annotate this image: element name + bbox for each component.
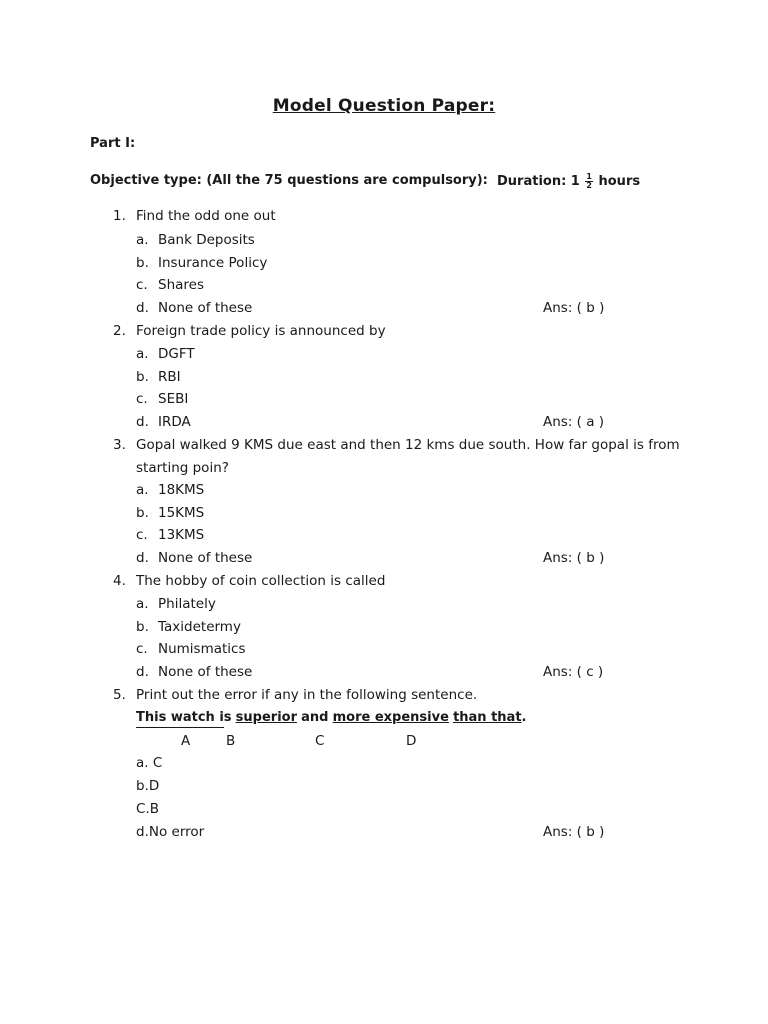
question-number: 4. [113, 573, 126, 589]
marker-c: C [315, 733, 325, 749]
sentence-part: This watch is [136, 710, 232, 725]
objective-heading: Objective type: (All the 75 questions are compulsory): [90, 173, 488, 188]
option-text: None of these [158, 300, 253, 316]
option-text: Philately [158, 596, 216, 612]
question-number: 2. [113, 323, 126, 339]
option-label: d. [136, 300, 149, 316]
question-number: 1. [113, 208, 126, 224]
question-text: The hobby of coin collection is called [136, 573, 386, 589]
option-label: c. [136, 527, 148, 543]
answer-label: Ans: ( b ) [543, 300, 605, 316]
option-label: b. [136, 505, 149, 521]
fraction-numerator: 1 [586, 172, 592, 181]
duration-prefix: Duration: 1 [497, 174, 580, 189]
option-label: c. [136, 277, 148, 293]
question-text: Foreign trade policy is announced by [136, 323, 386, 339]
option-text: 13KMS [158, 527, 205, 543]
option-text: Numismatics [158, 641, 246, 657]
option-text: None of these [158, 550, 253, 566]
option-label: d. [136, 414, 149, 430]
part-heading: Part I: [90, 136, 136, 151]
option-label: b. [136, 619, 149, 635]
option-text: Bank Deposits [158, 232, 255, 248]
sentence-period: . [521, 710, 527, 725]
marker-d: D [406, 733, 417, 749]
option-label: b. [136, 369, 149, 385]
option-text: C.B [136, 801, 159, 817]
underline-segment [136, 727, 224, 728]
answer-label: Ans: ( b ) [543, 824, 605, 840]
option-label: c. [136, 391, 148, 407]
option-label: a. [136, 232, 149, 248]
sentence-part-c: more expensive [332, 710, 449, 725]
option-label: a. [136, 346, 149, 362]
option-text: 15KMS [158, 505, 205, 521]
option-text: Taxidetermy [158, 619, 241, 635]
option-text: SEBI [158, 391, 189, 407]
duration-fraction [585, 173, 593, 190]
sentence-part-a: superior [235, 710, 297, 725]
marker-a: A [181, 733, 191, 749]
page-title: Model Question Paper: [272, 96, 496, 116]
error-sentence [136, 710, 527, 725]
sentence-part-d: than that [453, 710, 522, 725]
question-number: 3. [113, 437, 126, 453]
question-text: Gopal walked 9 KMS due east and then 12 kms due south. How far gopal is from [136, 437, 680, 453]
duration-label [497, 173, 640, 190]
fraction-denominator: 2 [586, 181, 592, 190]
question-text: Print out the error if any in the following sentence. [136, 687, 478, 703]
option-label: a. [136, 596, 149, 612]
answer-label: Ans: ( b ) [543, 550, 605, 566]
answer-label: Ans: ( a ) [543, 414, 605, 430]
option-text: b.D [136, 778, 160, 794]
option-text: d.No error [136, 824, 205, 840]
option-label: d. [136, 664, 149, 680]
question-text: Find the odd one out [136, 208, 276, 224]
option-label: c. [136, 641, 148, 657]
question-number: 5. [113, 687, 126, 703]
option-text: DGFT [158, 346, 195, 362]
option-text: IRDA [158, 414, 191, 430]
option-text: 18KMS [158, 482, 205, 498]
option-label: b. [136, 255, 149, 271]
option-text: Insurance Policy [158, 255, 268, 271]
question-text-continued: starting poin? [136, 460, 229, 476]
option-text: a. C [136, 755, 163, 771]
marker-b: B [226, 733, 236, 749]
duration-suffix: hours [598, 174, 641, 189]
sentence-part: and [301, 710, 329, 725]
option-text: Shares [158, 277, 204, 293]
option-text: None of these [158, 664, 253, 680]
option-text: RBI [158, 369, 181, 385]
option-label: a. [136, 482, 149, 498]
answer-label: Ans: ( c ) [543, 664, 604, 680]
option-label: d. [136, 550, 149, 566]
